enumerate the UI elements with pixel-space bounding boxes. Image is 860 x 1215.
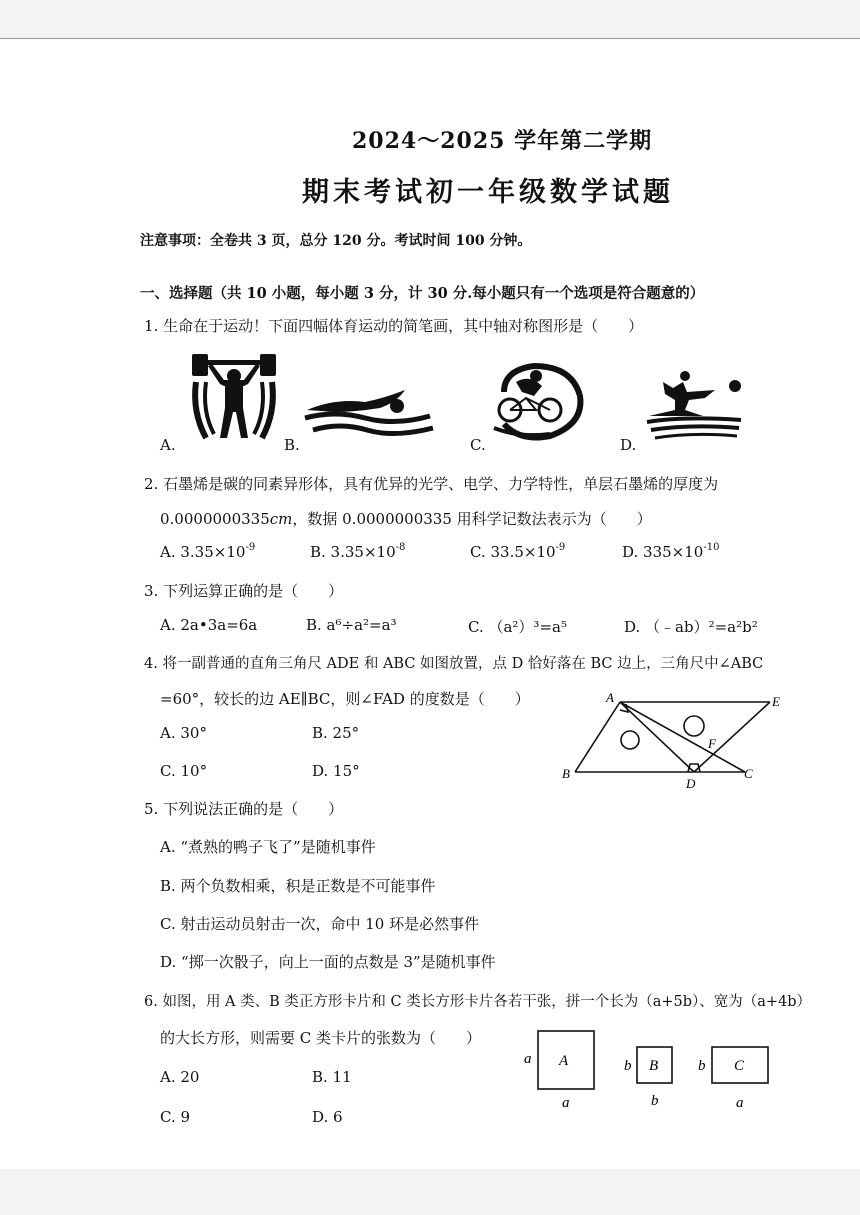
q4-option-b: B. 25°: [312, 724, 360, 742]
q6-line1: 6. 如图，用 A 类、B 类正方形卡片和 C 类长方形卡片各若干张，拼一个长为（a+5b）、宽为（a+4b）: [144, 994, 812, 1010]
q4-option-c: C. 10°: [160, 762, 208, 780]
notice-text: 注意事项：全卷共 3 页，总分 120 分。考试时间 100 分钟。: [140, 233, 532, 249]
exam-title: 期末考试初一年级数学试题: [302, 177, 674, 208]
label-d: D: [686, 776, 696, 791]
q2-option-b: B. $3.35\times 10^{-8}$: [310, 542, 406, 561]
card-a-label: A: [559, 1053, 569, 1069]
card-c-side: b: [698, 1058, 706, 1074]
exam-term-title: 2024～2025 学年第二学期: [352, 128, 653, 154]
q1-option-a: A.: [160, 436, 176, 454]
q6-cards-figure: [520, 1025, 800, 1120]
q3-option-c: C. （a²）³=a⁵: [468, 618, 567, 636]
card-a-side: a: [524, 1051, 532, 1067]
label-f: F: [708, 736, 716, 751]
card-c-bottom: a: [736, 1095, 744, 1111]
q2-line2: 0.0000000335cm，数据 0.0000000335 用科学记数法表示为（ ）: [160, 510, 652, 528]
q5-option-b: B. 两个负数相乘，积是正数是不可能事件: [160, 877, 436, 895]
q4-line1: 4. 将一副普通的直角三角尺 ADE 和 ABC 如图放置，点 D 恰好落在 BC 边上，三角尺中∠ABC: [144, 656, 764, 672]
cyclist-icon: [490, 362, 585, 442]
card-b-label: B: [649, 1058, 659, 1074]
q3-option-d: D. （﹣ab）²=a²b²: [624, 618, 758, 636]
label-e: E: [772, 694, 780, 709]
q3-option-a: A. 2a•3a=6a: [160, 616, 258, 634]
label-a: A: [606, 690, 614, 705]
q6-option-b: B. 11: [312, 1068, 352, 1086]
q4-line2: =60°，较长的边 AE∥BC，则∠FAD 的度数是（ ）: [160, 690, 530, 708]
q1-option-b: B.: [284, 436, 300, 454]
q2-line1: 2. 石墨烯是碳的同素异形体，具有优异的光学、电学、力学特性，单层石墨烯的厚度为: [144, 475, 719, 493]
q4-option-d: D. 15°: [312, 762, 360, 780]
card-b-side: b: [624, 1058, 632, 1074]
q4-option-a: A. 30°: [160, 724, 207, 742]
q1-option-c: C.: [470, 436, 486, 454]
q3-option-b: B. a⁶÷a²=a³: [306, 616, 397, 634]
section-heading: 一、选择题（共 10 小题，每小题 3 分，计 30 分.每小题只有一个选项是符合题意的）: [140, 285, 705, 302]
card-b-bottom: b: [651, 1093, 659, 1109]
q6-option-a: A. 20: [160, 1068, 200, 1086]
q6-line2: 的大长方形，则需要 C 类卡片的张数为（ ）: [160, 1029, 482, 1047]
q6-option-d: D. 6: [312, 1108, 343, 1126]
label-c: C: [744, 766, 753, 781]
label-b: B: [562, 766, 570, 781]
q2-option-d: D. $335\times 10^{-10}$: [622, 542, 720, 561]
q3-stem: 3. 下列运算正确的是（ ）: [144, 582, 344, 600]
q2-option-c: C. $33.5\times 10^{-9}$: [470, 542, 566, 561]
swimmer-icon: [305, 388, 435, 438]
card-c-label: C: [734, 1058, 745, 1074]
q6-option-c: C. 9: [160, 1108, 191, 1126]
volleyball-player-icon: [645, 372, 745, 442]
q5-option-c: C. 射击运动员射击一次，命中 10 环是必然事件: [160, 915, 480, 933]
q1-stem: 1. 生命在于运动！下面四幅体育运动的简笔画，其中轴对称图形是（ ）: [144, 317, 644, 335]
q4-triangle-figure: [560, 692, 790, 792]
q5-option-d: D. “掷一次骰子，向上一面的点数是 3”是随机事件: [160, 953, 496, 971]
q2-option-a: A. $3.35\times 10^{-9}$: [160, 542, 256, 561]
q5-option-a: A. “煮熟的鸭子飞了”是随机事件: [160, 838, 376, 856]
q5-stem: 5. 下列说法正确的是（ ）: [144, 800, 344, 818]
weightlifter-icon: [190, 352, 280, 442]
card-a-bottom: a: [562, 1095, 570, 1111]
q1-option-d: D.: [620, 436, 637, 454]
